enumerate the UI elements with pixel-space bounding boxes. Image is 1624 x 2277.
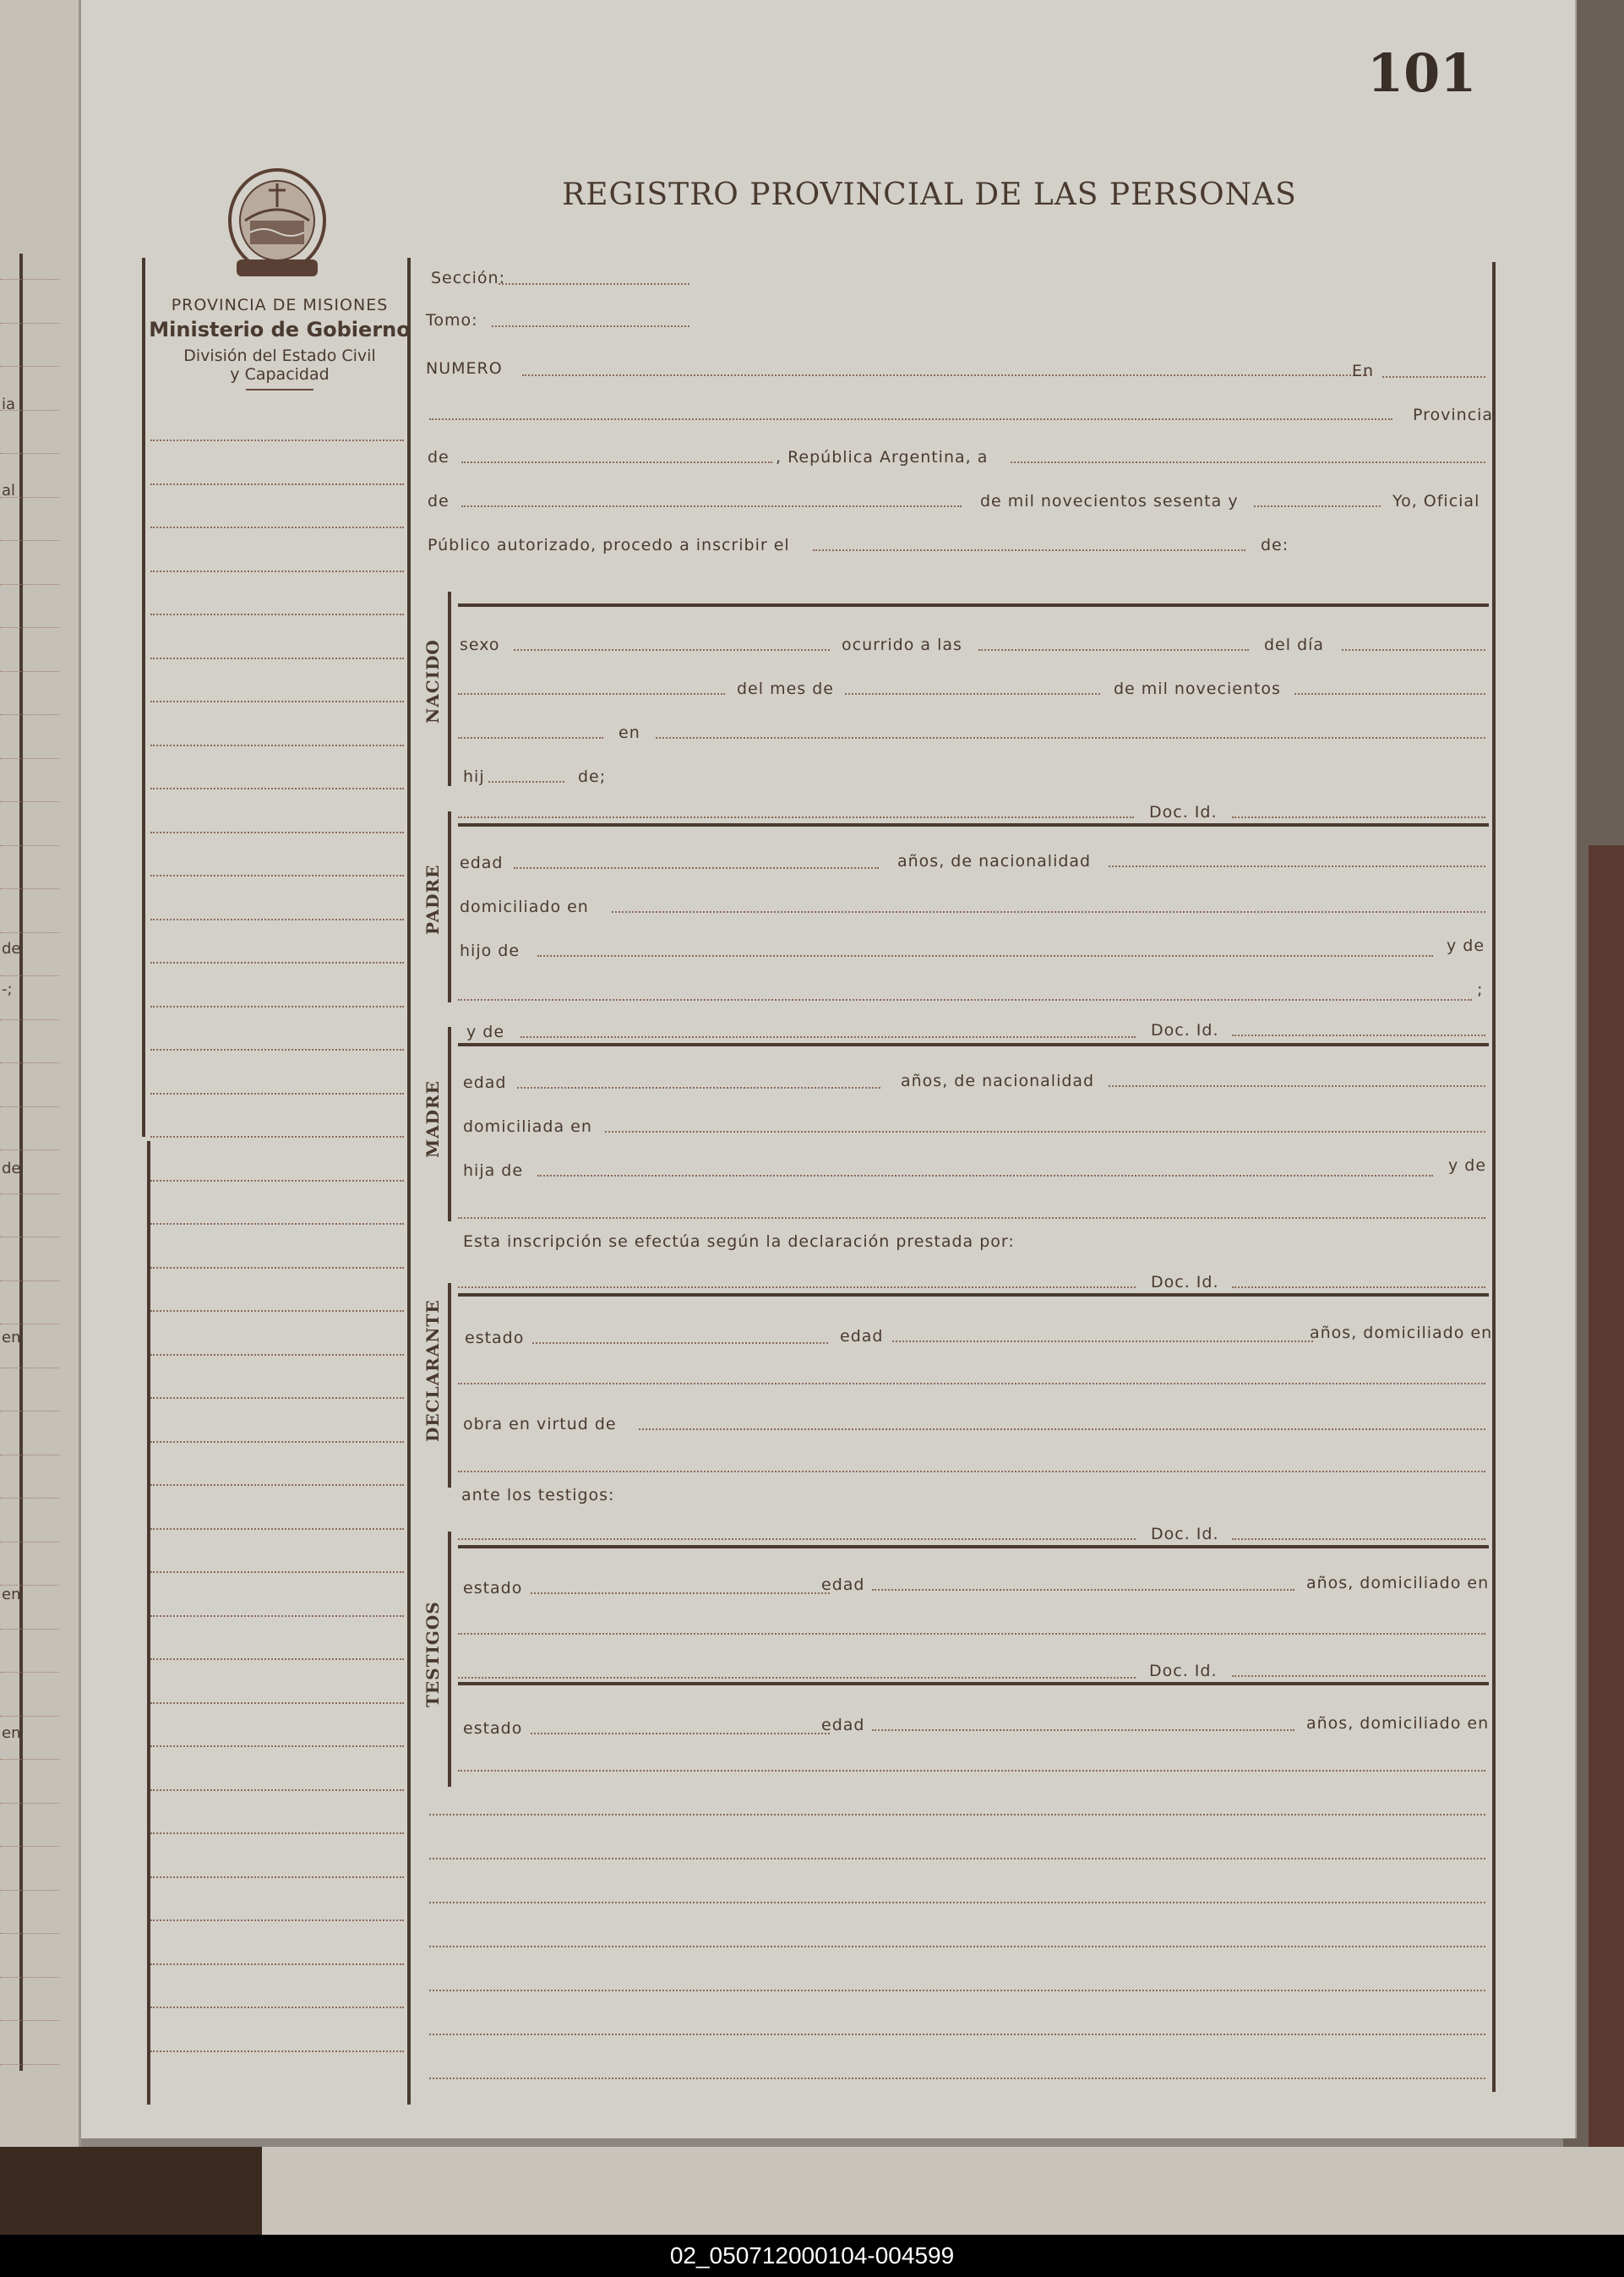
ministry-header bbox=[140, 296, 419, 390]
de-colon-label: de: bbox=[1261, 536, 1289, 554]
dia-cont-field[interactable] bbox=[458, 693, 725, 695]
inscribir-field[interactable] bbox=[813, 549, 1245, 551]
observaciones-line[interactable] bbox=[429, 1814, 1485, 1816]
y-de-label: y de bbox=[466, 1023, 505, 1041]
prev-page-line bbox=[0, 410, 59, 411]
margin-rule-right bbox=[407, 258, 411, 2105]
previous-page-edge bbox=[0, 0, 81, 2147]
observaciones-line[interactable] bbox=[429, 1902, 1485, 1903]
margin-line[interactable] bbox=[150, 1702, 404, 1704]
testigo2-top-rule bbox=[458, 1682, 1489, 1685]
madre-rule bbox=[448, 1027, 451, 1221]
page-number: 101 bbox=[1367, 42, 1477, 104]
prev-page-line bbox=[0, 323, 59, 324]
testigo1-doc-field[interactable] bbox=[1232, 1538, 1485, 1540]
nacido-section-label: NACIDO bbox=[422, 639, 443, 724]
margin-line[interactable] bbox=[150, 962, 404, 964]
prev-page-line bbox=[0, 1149, 59, 1150]
observaciones-line[interactable] bbox=[429, 1946, 1485, 1947]
page-title: REGISTRO PROVINCIAL DE LAS PERSONAS bbox=[562, 177, 1297, 212]
margin-line[interactable] bbox=[150, 1528, 404, 1530]
margin-line[interactable] bbox=[150, 1919, 404, 1921]
margin-line[interactable] bbox=[150, 2007, 404, 2008]
hora-field[interactable] bbox=[978, 649, 1249, 651]
madre-top-rule bbox=[458, 1043, 1489, 1046]
padre-edad-field[interactable] bbox=[514, 867, 879, 869]
prev-page-line bbox=[0, 1106, 59, 1107]
padre-madre-field[interactable] bbox=[458, 999, 1472, 1001]
numero-field[interactable] bbox=[522, 374, 1367, 376]
prev-page-line bbox=[0, 584, 59, 585]
edad-label: edad bbox=[463, 1073, 507, 1092]
declarante-top-rule bbox=[458, 1293, 1489, 1297]
oficial-label: Yo, Oficial bbox=[1392, 492, 1480, 511]
margin-line[interactable] bbox=[150, 440, 404, 441]
year-field[interactable] bbox=[1254, 505, 1381, 507]
declarante-edad-field[interactable] bbox=[892, 1341, 1313, 1342]
margin-line[interactable] bbox=[150, 1441, 404, 1443]
margin-line[interactable] bbox=[150, 1180, 404, 1182]
prev-page-line bbox=[0, 497, 59, 498]
de-label: de bbox=[428, 448, 450, 467]
prev-page-line bbox=[0, 1498, 59, 1499]
margin-line[interactable] bbox=[150, 745, 404, 746]
de-label: de bbox=[428, 492, 450, 511]
de-semicolon-label: de; bbox=[578, 767, 607, 786]
fecha-dia-field[interactable] bbox=[1011, 461, 1485, 463]
header-underline bbox=[246, 389, 313, 390]
observaciones-line[interactable] bbox=[429, 2078, 1485, 2079]
madre-section-label: MADRE bbox=[422, 1080, 443, 1158]
prev-page-fragment: en bbox=[2, 1586, 21, 1603]
hija-de-label: hija de bbox=[463, 1161, 524, 1180]
testigos-rule bbox=[448, 1532, 451, 1787]
testigos-label: ante los testigos: bbox=[461, 1486, 615, 1504]
tomo-field[interactable] bbox=[492, 325, 689, 327]
declarante-section-label: DECLARANTE bbox=[422, 1299, 443, 1442]
prev-page-fragment: -; bbox=[2, 980, 13, 998]
margin-line[interactable] bbox=[150, 1484, 404, 1486]
capacity-label: y Capacidad bbox=[230, 365, 330, 384]
seccion-field[interactable] bbox=[499, 283, 689, 285]
edad-label: edad bbox=[821, 1575, 865, 1594]
ministry-label: Ministerio de Gobierno bbox=[149, 318, 411, 341]
margin-line[interactable] bbox=[150, 614, 404, 615]
madre-nacionalidad-field[interactable] bbox=[1109, 1085, 1485, 1087]
nacionalidad-label: años, de nacionalidad bbox=[901, 1072, 1095, 1090]
prev-page-line bbox=[0, 1759, 59, 1760]
prev-page-line bbox=[0, 279, 59, 280]
prev-page-line bbox=[0, 2064, 59, 2065]
prev-page-line bbox=[0, 453, 59, 454]
margin-line[interactable] bbox=[150, 1354, 404, 1356]
prev-page-line bbox=[0, 801, 59, 802]
prev-page-line bbox=[0, 1280, 59, 1281]
prev-page-line bbox=[0, 932, 59, 933]
mes-field[interactable] bbox=[845, 693, 1100, 695]
prev-page-fragment: ia bbox=[2, 396, 16, 413]
padre-domicilio-field[interactable] bbox=[612, 911, 1485, 913]
observaciones-line[interactable] bbox=[429, 1990, 1485, 1991]
observaciones-line[interactable] bbox=[429, 1858, 1485, 1859]
declarante-obra-field[interactable] bbox=[639, 1428, 1485, 1430]
margin-line[interactable] bbox=[150, 1963, 404, 1965]
prev-page-line bbox=[0, 2020, 59, 2021]
margin-line[interactable] bbox=[150, 1310, 404, 1312]
observaciones-line[interactable] bbox=[429, 2034, 1485, 2035]
padre-section-label: PADRE bbox=[422, 864, 443, 935]
padre-nombre-field[interactable] bbox=[458, 816, 1134, 818]
domiciliado-label: domiciliado en bbox=[460, 898, 589, 916]
province-label: PROVINCIA DE MISIONES bbox=[171, 296, 389, 314]
doc-id-label: Doc. Id. bbox=[1151, 1525, 1219, 1543]
margin-line[interactable] bbox=[150, 1223, 404, 1225]
domiciliado-label: años, domiciliado en bbox=[1306, 1714, 1490, 1733]
margin-line[interactable] bbox=[150, 875, 404, 876]
testigo2-estado-field[interactable] bbox=[531, 1733, 830, 1734]
prev-page-line bbox=[0, 1890, 59, 1891]
prev-page-fragment: de bbox=[2, 940, 21, 958]
padre-top-rule bbox=[458, 823, 1489, 827]
margin-line[interactable] bbox=[150, 1006, 404, 1007]
republica-label: , República Argentina, a bbox=[776, 448, 989, 467]
margin-line[interactable] bbox=[150, 571, 404, 572]
prev-page-line bbox=[0, 671, 59, 672]
edad-label: edad bbox=[821, 1716, 865, 1734]
declarante-nombre-field[interactable] bbox=[458, 1286, 1136, 1288]
del-mes-label: del mes de bbox=[737, 680, 834, 698]
madre-nombre-field[interactable] bbox=[520, 1036, 1136, 1038]
margin-line[interactable] bbox=[150, 832, 404, 833]
margin-line[interactable] bbox=[150, 1136, 404, 1138]
prev-page-line bbox=[0, 540, 59, 541]
prev-page-line bbox=[0, 1846, 59, 1847]
domiciliado-label: años, domiciliado en bbox=[1306, 1574, 1490, 1592]
anio-field[interactable] bbox=[1294, 693, 1485, 695]
sexo-label: sexo bbox=[460, 636, 500, 654]
nacido-top-rule bbox=[458, 603, 1489, 607]
prev-page-line bbox=[0, 1019, 59, 1020]
prev-page-line bbox=[0, 845, 59, 846]
prev-page-fragment: en bbox=[2, 1329, 21, 1346]
provincial-seal-icon bbox=[225, 165, 330, 281]
declarante-doc-field[interactable] bbox=[1232, 1286, 1485, 1288]
testigos-section-label: TESTIGOS bbox=[422, 1601, 443, 1707]
margin-line[interactable] bbox=[150, 919, 404, 920]
prev-page-line bbox=[0, 714, 59, 715]
declarante-domicilio-field[interactable] bbox=[458, 1383, 1485, 1384]
testigo1-estado-field[interactable] bbox=[531, 1592, 830, 1594]
testigo2-domicilio-field[interactable] bbox=[458, 1770, 1485, 1772]
provincia-label: Provincia bbox=[1413, 406, 1494, 424]
prev-page-line bbox=[0, 975, 59, 976]
margin-line[interactable] bbox=[150, 1571, 404, 1573]
prev-page-fragment: de bbox=[2, 1160, 21, 1177]
page-rule-right bbox=[1492, 262, 1496, 2092]
madre-doc-field[interactable] bbox=[1232, 1035, 1485, 1036]
prev-page-line bbox=[0, 1629, 59, 1630]
prev-page-line bbox=[0, 1062, 59, 1063]
padre-rule bbox=[448, 811, 451, 1002]
declarante-obra-cont-field[interactable] bbox=[458, 1471, 1485, 1472]
doc-id-label: Doc. Id. bbox=[1149, 803, 1218, 822]
margin-line[interactable] bbox=[150, 483, 404, 485]
doc-id-label: Doc. Id. bbox=[1149, 1662, 1218, 1680]
semicolon-label: ; bbox=[1477, 980, 1484, 999]
edad-label: edad bbox=[460, 854, 504, 872]
en-label: En bbox=[1352, 362, 1375, 380]
margin-line[interactable] bbox=[150, 1267, 404, 1269]
y-de-label: y de bbox=[1448, 1156, 1487, 1175]
scan-id-bar: 02_050712000104-004599 bbox=[0, 2235, 1624, 2277]
prev-page-line bbox=[0, 1672, 59, 1673]
testigo1-domicilio-field[interactable] bbox=[458, 1633, 1485, 1635]
estado-label: estado bbox=[463, 1719, 523, 1738]
nacionalidad-label: años, de nacionalidad bbox=[897, 852, 1092, 871]
numero-label: NUMERO bbox=[426, 359, 503, 378]
en-field[interactable] bbox=[1382, 376, 1485, 378]
declarante-rule bbox=[448, 1283, 451, 1488]
margin-rule-left-lower bbox=[147, 1141, 150, 2105]
prev-page-line bbox=[0, 1803, 59, 1804]
madre-madre-field[interactable] bbox=[458, 1217, 1485, 1219]
padre-padres-field[interactable] bbox=[537, 955, 1433, 957]
madre-padres-field[interactable] bbox=[537, 1175, 1433, 1177]
padre-nacionalidad-field[interactable] bbox=[1109, 865, 1485, 867]
en-label: en bbox=[619, 724, 640, 742]
margin-line[interactable] bbox=[150, 658, 404, 659]
hij-label: hij bbox=[463, 767, 485, 786]
y-de-label: y de bbox=[1447, 936, 1485, 955]
tomo-label: Tomo: bbox=[426, 311, 478, 330]
book-cover-right bbox=[1589, 845, 1624, 2235]
testigo1-top-rule bbox=[458, 1545, 1489, 1548]
dia-field[interactable] bbox=[1342, 649, 1485, 651]
testigo1-edad-field[interactable] bbox=[872, 1589, 1294, 1591]
prev-page-line bbox=[0, 758, 59, 759]
ocurrido-label: ocurrido a las bbox=[842, 636, 962, 654]
publico-label: Público autorizado, procedo a inscribir el bbox=[428, 536, 790, 554]
margin-line[interactable] bbox=[150, 1658, 404, 1660]
sexo-field[interactable] bbox=[514, 649, 830, 651]
prev-page-line bbox=[0, 1411, 59, 1412]
previous-page-rule bbox=[19, 254, 79, 2071]
anio-cont-field[interactable] bbox=[458, 737, 603, 739]
nacido-rule bbox=[448, 592, 451, 786]
margin-rule-left-upper bbox=[142, 258, 145, 1137]
domiciliado-label: años, domiciliado en bbox=[1310, 1324, 1493, 1342]
margin-line[interactable] bbox=[150, 527, 404, 528]
del-dia-label: del día bbox=[1264, 636, 1325, 654]
year-label: de mil novecientos sesenta y bbox=[980, 492, 1239, 511]
lugar-field[interactable] bbox=[656, 737, 1485, 739]
margin-line[interactable] bbox=[150, 1832, 404, 1834]
table-surface bbox=[262, 2147, 1624, 2235]
margin-line[interactable] bbox=[150, 1093, 404, 1095]
prev-page-line bbox=[0, 1977, 59, 1978]
prev-page-line bbox=[0, 1716, 59, 1717]
seccion-label: Sección: bbox=[431, 269, 505, 287]
prev-page-line bbox=[0, 627, 59, 628]
margin-line[interactable] bbox=[150, 1876, 404, 1878]
padre-doc-field[interactable] bbox=[1232, 816, 1485, 818]
margin-line[interactable] bbox=[150, 701, 404, 702]
margin-line[interactable] bbox=[150, 1397, 404, 1399]
madre-domicilio-field[interactable] bbox=[605, 1131, 1485, 1133]
testigo1-nombre-field[interactable] bbox=[458, 1538, 1136, 1540]
fecha-mes-field[interactable] bbox=[461, 505, 962, 507]
margin-line[interactable] bbox=[150, 1049, 404, 1051]
prev-page-line bbox=[0, 1933, 59, 1934]
testigo2-nombre-field[interactable] bbox=[458, 1677, 1136, 1679]
prev-page-fragment: en bbox=[2, 1724, 21, 1742]
provincia-field[interactable] bbox=[429, 418, 1392, 420]
register-page bbox=[81, 0, 1577, 2138]
prev-page-line bbox=[0, 366, 59, 367]
margin-line[interactable] bbox=[150, 1615, 404, 1617]
madre-edad-field[interactable] bbox=[517, 1087, 880, 1089]
prev-page-line bbox=[0, 888, 59, 889]
doc-id-label: Doc. Id. bbox=[1151, 1021, 1219, 1040]
margin-line[interactable] bbox=[150, 1745, 404, 1747]
doc-id-label: Doc. Id. bbox=[1151, 1273, 1219, 1291]
domiciliada-label: domiciliada en bbox=[463, 1117, 592, 1136]
prev-page-line bbox=[0, 1542, 59, 1543]
declaracion-label: Esta inscripción se efectúa según la declaración prestada por: bbox=[463, 1232, 1015, 1251]
estado-label: estado bbox=[465, 1329, 525, 1347]
edad-label: edad bbox=[840, 1327, 884, 1346]
obra-label: obra en virtud de bbox=[463, 1415, 617, 1433]
mil-nov-label: de mil novecientos bbox=[1114, 680, 1281, 698]
margin-line[interactable] bbox=[150, 2050, 404, 2052]
declarante-estado-field[interactable] bbox=[532, 1342, 828, 1344]
margin-line[interactable] bbox=[150, 788, 404, 789]
book-cover-bottom bbox=[0, 2147, 262, 2235]
estado-label: estado bbox=[463, 1579, 523, 1597]
localidad-field[interactable] bbox=[461, 461, 772, 463]
prev-page-line bbox=[0, 1193, 59, 1194]
hijo-de-label: hijo de bbox=[460, 942, 520, 960]
prev-page-fragment: al bbox=[2, 482, 16, 500]
testigo2-edad-field[interactable] bbox=[872, 1729, 1294, 1731]
hij-field[interactable] bbox=[488, 781, 564, 783]
prev-page-line bbox=[0, 1585, 59, 1586]
margin-line[interactable] bbox=[150, 1789, 404, 1791]
testigo2-doc-field[interactable] bbox=[1232, 1675, 1485, 1677]
division-label: División del Estado Civil bbox=[183, 347, 376, 365]
